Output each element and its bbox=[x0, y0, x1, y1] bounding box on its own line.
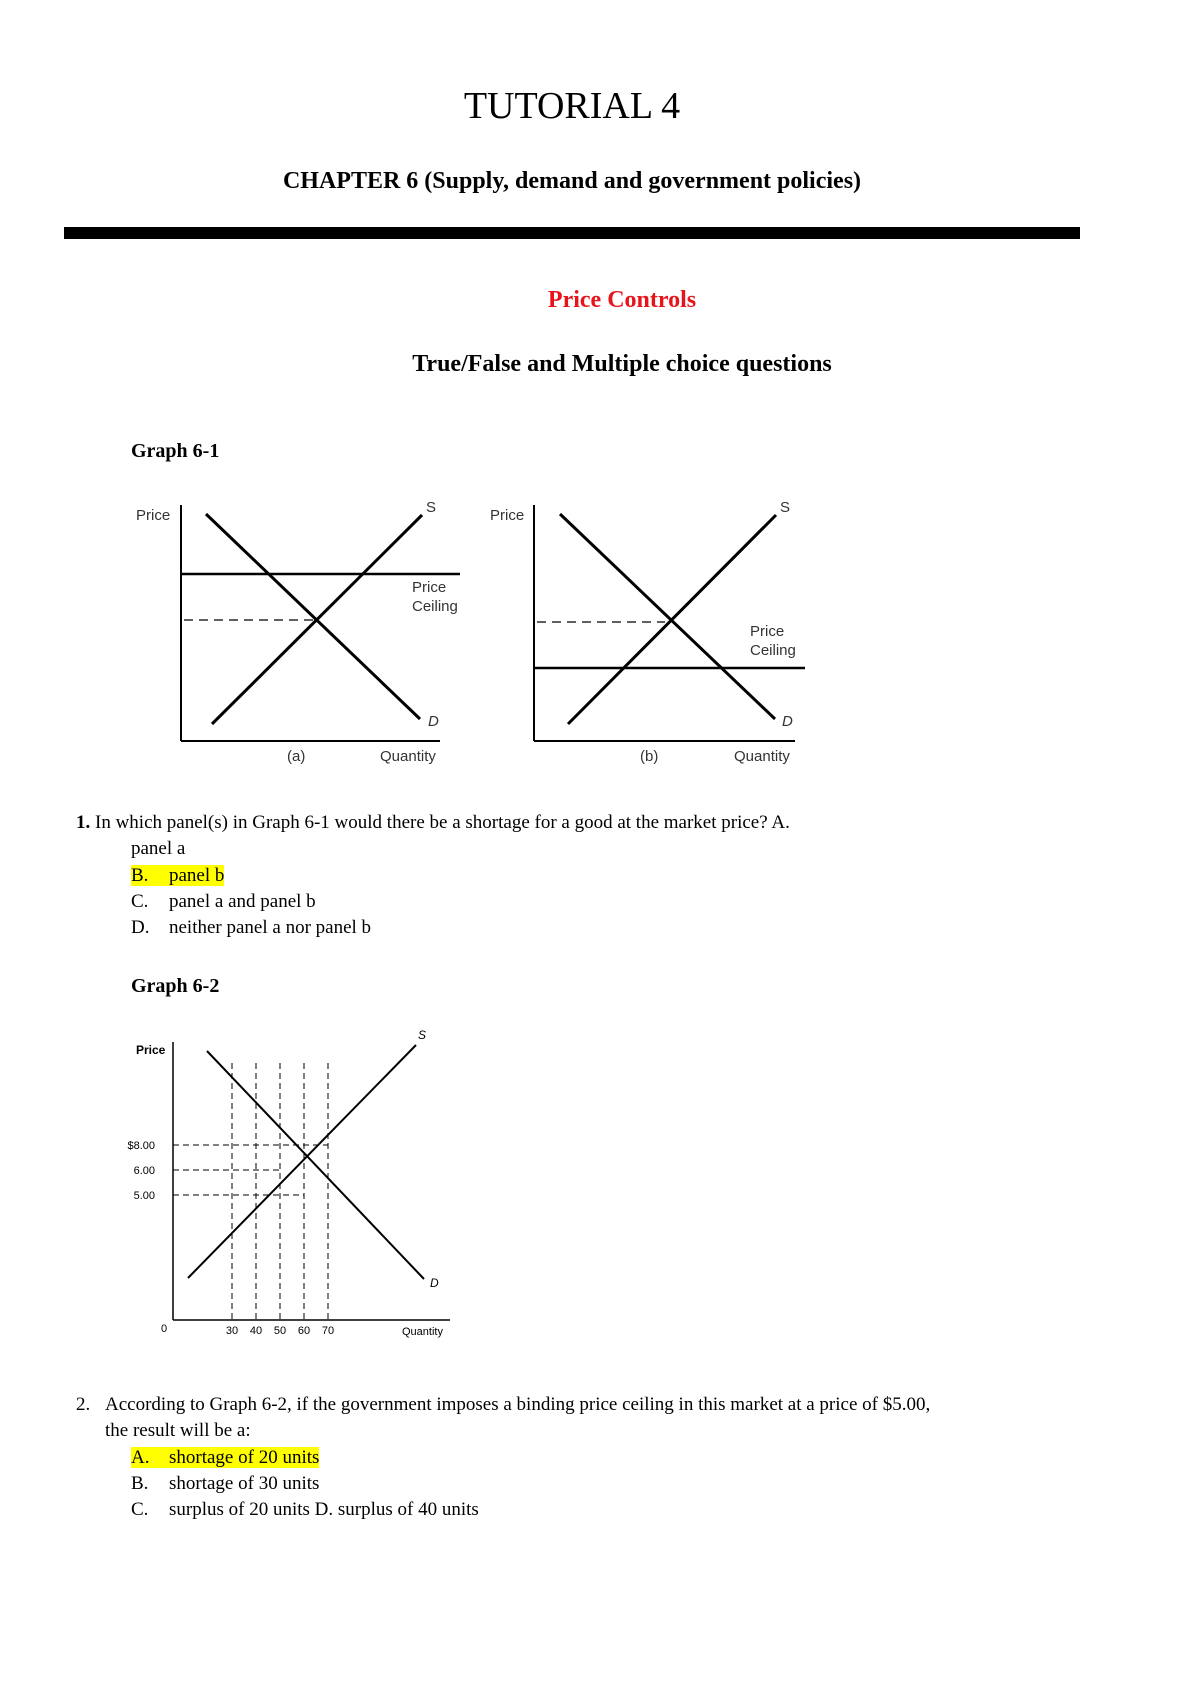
graph2-x-tick-label: 40 bbox=[249, 1325, 263, 1337]
chapter-title: CHAPTER 6 (Supply, demand and government policies) bbox=[282, 168, 862, 194]
question1-option-d[interactable] bbox=[131, 915, 371, 941]
panel-a-panel-label: (a) bbox=[287, 748, 306, 765]
panel-b-demand-label: D bbox=[782, 713, 793, 730]
panel-a-x-label: Quantity bbox=[380, 748, 436, 765]
panel-a-demand-label: D bbox=[428, 713, 439, 730]
page-title: TUTORIAL 4 bbox=[463, 85, 681, 127]
panel-b-ceiling-label-1: Price bbox=[750, 623, 785, 640]
option-text: neither panel a nor panel b bbox=[169, 917, 372, 938]
option-text: surplus of 20 units D. surplus of 40 units bbox=[169, 1499, 479, 1520]
option-letter: C. bbox=[131, 1499, 149, 1520]
panel-b-panel-label: (b) bbox=[640, 748, 659, 765]
option-letter: C. bbox=[131, 891, 149, 912]
panel-b-supply-label: S bbox=[780, 499, 791, 516]
section-subtitle: True/False and Multiple choice questions bbox=[412, 351, 832, 377]
graph2-y-tick-label: 5.00 bbox=[133, 1190, 155, 1202]
option-text: panel b bbox=[169, 865, 225, 886]
question1-option-c[interactable] bbox=[131, 889, 371, 915]
question1-option-a: panel a bbox=[131, 838, 186, 859]
option-text: shortage of 20 units bbox=[169, 1447, 320, 1468]
option-letter: B. bbox=[131, 1473, 149, 1494]
question2-option-b[interactable] bbox=[131, 1471, 479, 1497]
question2-option-c[interactable] bbox=[131, 1497, 479, 1523]
graph2-demand-label: D bbox=[430, 1276, 439, 1290]
section-title: Price Controls bbox=[547, 287, 697, 313]
question2-text-line2: the result will be a: bbox=[105, 1420, 251, 1441]
panel-a-ceiling-label-2: Ceiling bbox=[412, 598, 458, 615]
option-letter: A. bbox=[131, 1447, 150, 1468]
question1-text: In which panel(s) in Graph 6-1 would there be a shortage for a good at the market price? A. bbox=[95, 812, 790, 833]
question1-number: 1. bbox=[76, 812, 91, 833]
option-letter: B. bbox=[131, 865, 149, 886]
option-text: panel a and panel b bbox=[169, 891, 316, 912]
panel-a-demand-curve bbox=[206, 514, 420, 719]
question2-options bbox=[131, 1445, 479, 1523]
panel-b-demand-curve bbox=[560, 514, 775, 719]
graph1-panel-b bbox=[490, 499, 805, 765]
question1-option-b[interactable] bbox=[131, 863, 371, 889]
graph1-label: Graph 6-1 bbox=[131, 440, 220, 462]
graph1-panel-a bbox=[136, 499, 460, 765]
graph1-figure bbox=[120, 490, 820, 770]
graph2-x-tick-label: 30 bbox=[225, 1325, 239, 1337]
graph2-plot bbox=[127, 1028, 450, 1338]
panel-b-ceiling-label-2: Ceiling bbox=[750, 642, 796, 659]
graph2-origin-label: 0 bbox=[161, 1323, 168, 1335]
graph2-supply-label: S bbox=[418, 1028, 427, 1042]
graph2-demand-curve bbox=[207, 1051, 424, 1279]
graph2-x-tick-label: 50 bbox=[273, 1325, 287, 1337]
question1 bbox=[76, 810, 790, 836]
graph2-supply-curve bbox=[188, 1045, 416, 1278]
panel-b-y-label: Price bbox=[490, 507, 525, 524]
panel-b-x-label: Quantity bbox=[734, 748, 790, 765]
graph2-chart bbox=[120, 1020, 480, 1340]
graph2-y-label: Price bbox=[136, 1043, 166, 1057]
graph2-label: Graph 6-2 bbox=[131, 975, 220, 997]
option-letter: D. bbox=[131, 917, 150, 938]
question2-option-a[interactable] bbox=[131, 1445, 479, 1471]
question1-options bbox=[131, 863, 371, 941]
header-divider bbox=[64, 227, 1080, 239]
graph2-x-tick-label: 70 bbox=[321, 1325, 335, 1337]
question2 bbox=[76, 1392, 930, 1418]
question2-number: 2. bbox=[76, 1394, 91, 1415]
option-text: shortage of 30 units bbox=[169, 1473, 320, 1494]
graph2-x-tick-label: 60 bbox=[297, 1325, 311, 1337]
graph2-y-tick-label: $8.00 bbox=[127, 1140, 155, 1152]
panel-a-y-label: Price bbox=[136, 507, 171, 524]
panel-a-supply-label: S bbox=[426, 499, 437, 516]
graph2-x-label: Quantity bbox=[402, 1326, 443, 1338]
question2-text-line1: According to Graph 6-2, if the government imposes a binding price ceiling in this market at a price of $5.00, bbox=[105, 1394, 931, 1415]
graph2-y-tick-label: 6.00 bbox=[133, 1165, 155, 1177]
panel-a-ceiling-label-1: Price bbox=[412, 579, 447, 596]
